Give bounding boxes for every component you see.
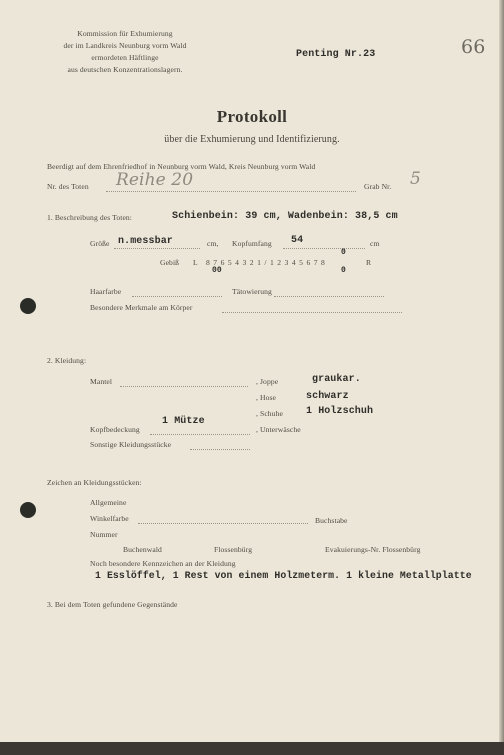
section2-label: 2. Kleidung: bbox=[47, 356, 87, 365]
zeichen-label: Zeichen an Kleidungsstücken: bbox=[47, 478, 142, 487]
gebiss-right-marker: R bbox=[366, 258, 372, 267]
joppe-label: , Joppe bbox=[256, 377, 279, 386]
haarfarbe-label: Haarfarbe bbox=[90, 287, 122, 296]
merkmale-label: Besondere Merkmale am Körper bbox=[90, 303, 193, 312]
gebiss-bottom-left: 00 bbox=[212, 266, 222, 275]
reference-number: Penting Nr.23 bbox=[296, 49, 376, 60]
punch-hole-bottom bbox=[20, 502, 36, 518]
sonstige-label: Sonstige Kleidungsstücke bbox=[90, 440, 172, 449]
allgemeine-label: Allgemeine bbox=[90, 498, 127, 507]
punch-hole-top bbox=[20, 298, 36, 314]
schuhe-label: , Schuhe bbox=[256, 409, 283, 418]
groesse-label: Größe bbox=[90, 239, 110, 248]
kopfbedeckung-label: Kopfbedeckung bbox=[90, 425, 140, 434]
kopfbedeckung-value: 1 Mütze bbox=[162, 416, 205, 427]
nummer-label: Nummer bbox=[90, 530, 118, 539]
buchstabe-label: Buchstabe bbox=[315, 516, 348, 525]
cm-label-1: cm, bbox=[207, 239, 219, 248]
noch-kennzeichen-value: 1 Esslöffel, 1 Rest von einem Holzmeterm. 1 kleine Metallplatte bbox=[95, 570, 472, 581]
gebiss-numbers: 8 7 6 5 4 3 2 1 / 1 2 3 4 5 6 7 8 bbox=[206, 258, 326, 267]
section1-typed-measurements: Schienbein: 39 cm, Wadenbein: 38,5 cm bbox=[172, 211, 398, 222]
noch-kennzeichen-label: Noch besondere Kennzeichen an der Kleidung bbox=[90, 559, 236, 568]
page-subtitle: über die Exhumierung und Identifizierung. bbox=[164, 134, 340, 145]
buchenwald-label: Buchenwald bbox=[123, 545, 162, 554]
gebiss-left-marker: L bbox=[193, 258, 198, 267]
cm-label-2: cm bbox=[370, 239, 380, 248]
hose-value: schwarz bbox=[306, 391, 349, 402]
kopfumfang-label: Kopfumfang bbox=[232, 239, 272, 248]
commission-line-3: ermordeten Häftlinge bbox=[91, 53, 159, 62]
grave-nr-value: 5 bbox=[410, 169, 421, 189]
dead-nr-value: Reihe 20 bbox=[116, 170, 194, 190]
dead-nr-label: Nr. des Toten bbox=[47, 182, 89, 191]
section3-label: 3. Bei dem Toten gefundene Gegenstände bbox=[47, 600, 178, 609]
schuhe-value: 1 Holzschuh bbox=[306, 406, 374, 417]
grave-nr-label: Grab Nr. bbox=[364, 182, 392, 191]
section1-label: 1. Beschreibung des Toten: bbox=[47, 213, 133, 222]
evakuierung-label: Evakuierungs-Nr. Flossenbürg bbox=[325, 545, 421, 554]
burial-line: Beerdigt auf dem Ehrenfriedhof in Neunburg vorm Wald, Kreis Neunburg vorm Wald bbox=[47, 162, 316, 171]
commission-line-1: Kommission für Exhumierung bbox=[77, 29, 173, 38]
taetowierung-label: Tätowierung bbox=[232, 287, 272, 296]
page-title: Protokoll bbox=[216, 107, 288, 126]
unterwaesche-label: , Unterwäsche bbox=[256, 425, 301, 434]
flossenbuerg-label: Flossenbürg bbox=[214, 545, 253, 554]
kopfumfang-value: 54 bbox=[291, 235, 304, 246]
hose-label: , Hose bbox=[256, 393, 277, 402]
commission-line-4: aus deutschen Konzentrationslagern. bbox=[67, 65, 183, 74]
winkelfarbe-label: Winkelfarbe bbox=[90, 514, 129, 523]
commission-line-2: der im Landkreis Neunburg vorm Wald bbox=[63, 41, 187, 50]
gebiss-top-mark: 0 bbox=[341, 248, 346, 257]
page-number: 66 bbox=[461, 36, 486, 58]
mantel-label: Mantel bbox=[90, 377, 113, 386]
joppe-value: graukar. bbox=[312, 374, 361, 385]
gebiss-label: Gebiß bbox=[160, 258, 180, 267]
gebiss-bottom-right: 0 bbox=[341, 266, 346, 275]
groesse-value: n.messbar bbox=[118, 236, 173, 247]
